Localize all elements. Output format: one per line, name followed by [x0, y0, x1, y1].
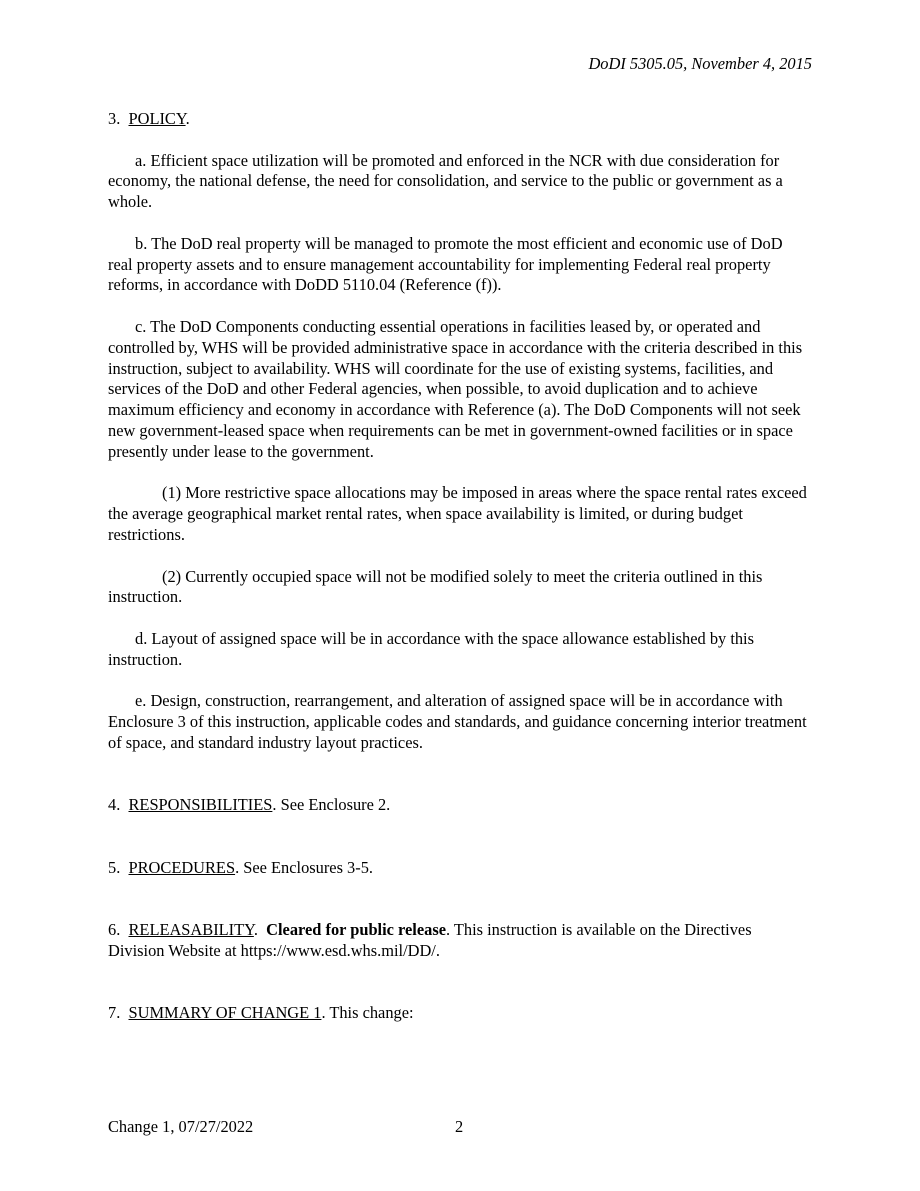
section-title: POLICY [128, 109, 186, 128]
policy-paragraph-c: c. The DoD Components conducting essential operations in facilities leased by, or operated and controlled by, WHS will be provided administrative space in accordance with the criteria described in this instruction, subject to availability. WHS will coordinate for the use of existing systems, facilities, and services of the DoD and other Federal agencies, when possible, to avoid duplication and to achieve maximum efficiency and economy in accordance with Reference (a). The DoD Components will not seek new government-leased space when requirements can be met in government-owned facilities or in space presently under lease to the government. [108, 316, 803, 461]
section-text: . See Enclosure 2. [272, 795, 391, 815]
policy-paragraph-d: d. Layout of assigned space will be in accordance with the space allowance established by this instruction. [108, 628, 754, 669]
release-statement: Cleared for public release [266, 920, 446, 940]
policy-paragraph-e: e. Design, construction, rearrangement, and alteration of assigned space will be in accordance with Enclosure 3 of this instruction, applicable codes and standards, and guidance concerning interior treatment of space, and standard industry layout practices. [108, 691, 807, 752]
footer-change-date: Change 1, 07/27/2022 [108, 1117, 254, 1136]
footer-page-number: 2 [455, 1117, 464, 1136]
section-5-heading [108, 858, 810, 879]
section-text: . See Enclosures 3-5. [235, 857, 373, 877]
section-6-paragraph: 6. RELEASABILITY. Cleared for public release. This instruction is available on the Directives Division Website at https://www.esd.whs.mil/DD/. [108, 920, 752, 960]
section-number: 4. [108, 795, 121, 815]
section-3-heading: 3. POLICY. [108, 109, 190, 128]
section-title: RELEASABILITY [128, 920, 254, 940]
section-7-heading [108, 1003, 810, 1024]
section-number: 5. [108, 857, 121, 877]
policy-paragraph-a: a. Efficient space utilization will be promoted and enforced in the NCR with due consideration for economy, the national defense, the need for consolidation, and service to the public or government as a whole. [108, 150, 783, 212]
section-text: . This instruction is available on the Directives Division Website at https://www.esd.whs.mil/DD/. [108, 920, 752, 960]
section-title: SUMMARY OF CHANGE 1 [128, 1003, 322, 1023]
section-title: PROCEDURES [128, 857, 236, 877]
section-text: . This change: [321, 1003, 414, 1023]
policy-paragraph-c2: (2) Currently occupied space will not be modified solely to meet the criteria outlined in this instruction. [108, 566, 763, 607]
running-header: DoDI 5305.05, November 4, 2015 [588, 54, 812, 73]
section-4-heading [108, 795, 810, 816]
section-number: 7. [108, 1003, 121, 1023]
document-body [108, 109, 810, 1024]
policy-paragraph-b: b. The DoD real property will be managed to promote the most efficient and economic use of DoD real property assets and to ensure management accountability for implementing Federal real property reforms, in accordance with DoDD 5110.04 (Reference (f)). [108, 233, 783, 295]
section-title: RESPONSIBILITIES [128, 795, 273, 815]
section-number: 6. [108, 920, 121, 940]
policy-paragraph-c1: (1) More restrictive space allocations may be imposed in areas where the space rental rates exceed the average geographical market rental rates, when space availability is limited, or during budget restrictions. [108, 483, 807, 544]
section-number: 3. [108, 109, 121, 128]
